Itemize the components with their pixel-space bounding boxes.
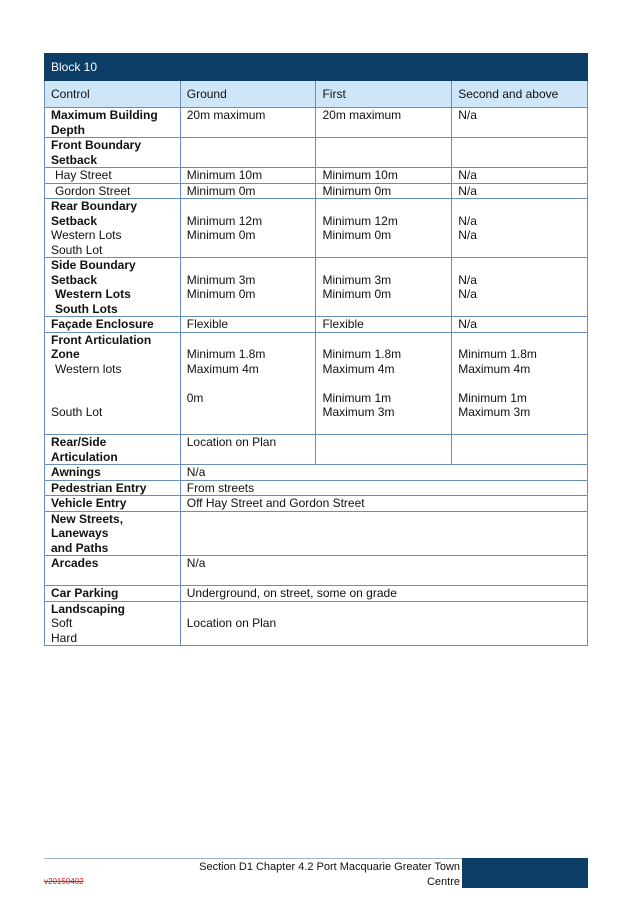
sub-label: South Lots [55, 301, 118, 316]
value-line: Minimum 1.8m [186, 347, 266, 361]
label-line: Rear Boundary [51, 199, 138, 213]
footer-rule [44, 858, 464, 859]
value-line: Maximum 3m [322, 405, 395, 419]
table-row [45, 480, 588, 496]
table-row [45, 168, 588, 184]
value-line: Minimum 12m [186, 213, 263, 228]
table-row [45, 332, 588, 435]
table-row [45, 556, 588, 586]
row-label: Pedestrian Entry [45, 480, 181, 496]
value-line: Minimum 1.8m [322, 347, 402, 361]
footer-section-title [170, 860, 460, 889]
label-line: Setback [51, 213, 98, 228]
cell-ground: 20m maximum [180, 108, 316, 138]
table-row [45, 511, 588, 556]
row-label: Rear/Side Articulation [45, 435, 181, 465]
row-label [45, 511, 181, 556]
row-label: Front Boundary Setback [45, 138, 181, 168]
sub-label: Soft [51, 616, 73, 630]
table-row [45, 496, 588, 512]
row-label: Car Parking [45, 586, 181, 602]
cell-ground [180, 199, 316, 258]
header-ground: Ground [180, 81, 316, 108]
value-line: Minimum 12m [322, 213, 398, 228]
value-line: N/a [458, 228, 477, 242]
cell-ground [180, 258, 316, 317]
value-line: Minimum 1.8m [458, 347, 537, 361]
value-line: Minimum 1m [458, 390, 527, 405]
sub-label: Hay Street [55, 168, 112, 182]
cell-first [316, 332, 452, 435]
row-label [45, 601, 181, 646]
value-line: Maximum 4m [322, 361, 395, 376]
value-line: Location on Plan [186, 616, 277, 630]
cell-value: N/a [180, 556, 587, 586]
value-line: N/a [458, 213, 477, 228]
label-line: Arcades [51, 556, 99, 570]
sub-label: Hard [51, 630, 78, 645]
cell-value: N/a [180, 465, 587, 481]
table-title-row [45, 54, 588, 81]
cell-second: N/a [452, 108, 588, 138]
value-line: 0m [186, 390, 204, 405]
footer-line: Section D1 Chapter 4.2 Port Macquarie Greater Town [199, 861, 460, 873]
table-header-row [45, 81, 588, 108]
cell-value: From streets [180, 480, 587, 496]
table-row [45, 183, 588, 199]
cell-second: N/a [452, 317, 588, 333]
cell-ground [180, 332, 316, 435]
value-line: Minimum 0m [322, 287, 392, 301]
cell-ground: Location on Plan [180, 435, 316, 465]
value-line: Minimum 0m [186, 287, 256, 301]
sub-label: South Lot [51, 242, 103, 257]
table-row [45, 138, 588, 168]
sub-label: Gordon Street [55, 183, 131, 198]
table-row [45, 199, 588, 258]
row-label [45, 556, 181, 586]
table-row [45, 108, 588, 138]
cell-first: Minimum 0m [316, 183, 452, 199]
label-line: New Streets, Laneways [51, 511, 124, 540]
cell-second [452, 435, 588, 465]
label-line: Front Articulation Zone [51, 332, 152, 361]
sub-label: Western Lots [51, 228, 122, 242]
header-first: First [316, 81, 452, 108]
sub-label: Western lots [55, 361, 122, 376]
value-line: Maximum 4m [186, 361, 259, 376]
cell-second: N/a [452, 168, 588, 184]
cell-ground: Flexible [180, 317, 316, 333]
value-line: Minimum 3m [322, 272, 392, 287]
footer-line: Centre [426, 875, 460, 888]
value-line: N/a [458, 287, 477, 301]
cell-ground: Minimum 10m [180, 168, 316, 184]
cell-first [316, 258, 452, 317]
value-line: Minimum 0m [322, 228, 392, 242]
header-control: Control [45, 81, 181, 108]
table-row [45, 258, 588, 317]
row-label [45, 199, 181, 258]
row-label [45, 258, 181, 317]
label-line: and Paths [51, 540, 109, 555]
row-label: Awnings [45, 465, 181, 481]
cell-value [180, 601, 587, 646]
value-line: Minimum 0m [186, 228, 256, 242]
cell-first [316, 435, 452, 465]
sub-label: South Lot [51, 405, 103, 419]
table-row [45, 317, 588, 333]
cell-first [316, 199, 452, 258]
cell-ground [180, 138, 316, 168]
value-line: Maximum 4m [458, 361, 531, 376]
table-row [45, 601, 588, 646]
block-10-controls-table [44, 53, 588, 646]
cell-value: Off Hay Street and Gordon Street [180, 496, 587, 512]
table-row [45, 465, 588, 481]
cell-ground: Minimum 0m [180, 183, 316, 199]
cell-value: Underground, on street, some on grade [180, 586, 587, 602]
footer-accent-block [462, 858, 588, 888]
row-label: Maximum Building Depth [45, 108, 181, 138]
label-line: Landscaping [51, 601, 126, 616]
value-line: Minimum 1m [322, 390, 392, 405]
value-line: Maximum 3m [458, 405, 531, 419]
cell-first: Flexible [316, 317, 452, 333]
cell-first [316, 138, 452, 168]
value-line: Minimum 3m [186, 272, 256, 287]
label-line: Side Boundary Setback [51, 258, 136, 287]
version-stamp: v20150402 [44, 877, 84, 886]
sub-label: Western Lots [55, 287, 131, 301]
table-row [45, 586, 588, 602]
table-title: Block 10 [45, 54, 588, 81]
cell-second [452, 332, 588, 435]
cell-second [452, 138, 588, 168]
row-label [45, 183, 181, 199]
header-second-above: Second and above [452, 81, 588, 108]
cell-first: 20m maximum [316, 108, 452, 138]
row-label [45, 332, 181, 435]
row-label: Vehicle Entry [45, 496, 181, 512]
cell-second [452, 199, 588, 258]
row-label [45, 168, 181, 184]
cell-value [180, 511, 587, 556]
row-label: Façade Enclosure [45, 317, 181, 333]
cell-second [452, 258, 588, 317]
cell-first: Minimum 10m [316, 168, 452, 184]
cell-second: N/a [452, 183, 588, 199]
value-line: N/a [458, 272, 477, 287]
table-row [45, 435, 588, 465]
